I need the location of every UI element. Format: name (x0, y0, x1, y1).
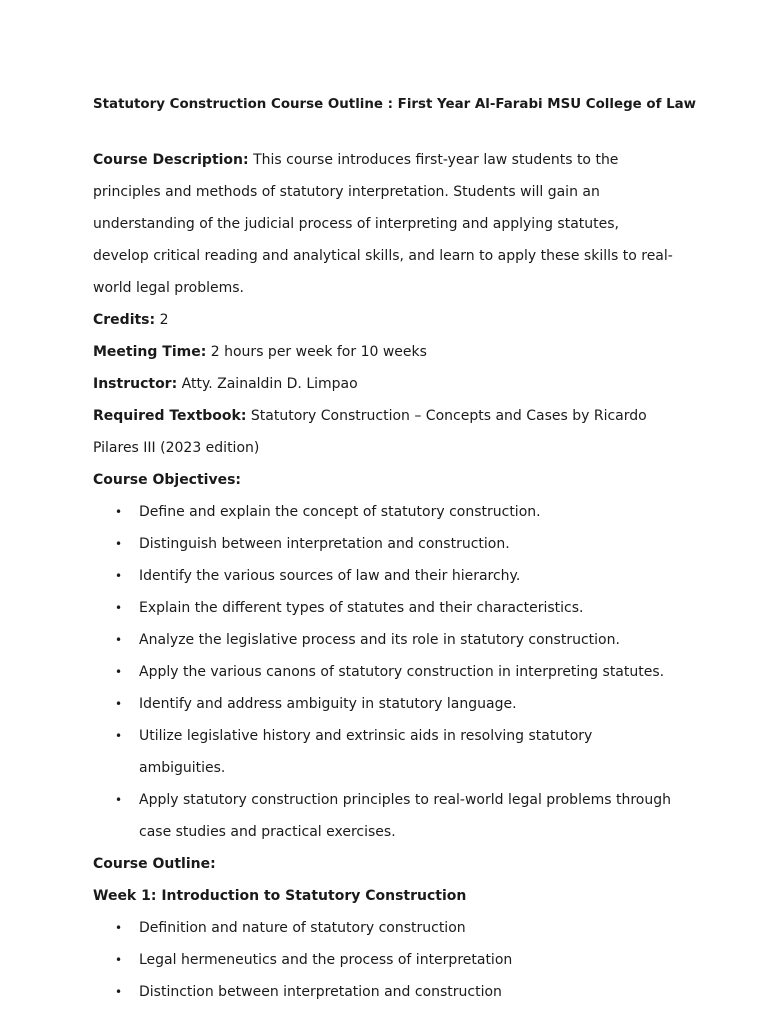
instructor-value: Atty. Zainaldin D. Limpao (181, 376, 358, 392)
week1-item-text: Distinction between interpretation and construction (139, 984, 502, 1000)
textbook-label: Required Textbook: (93, 408, 247, 424)
list-item (93, 528, 673, 560)
meeting-time-value: 2 hours per week for 10 weeks (210, 344, 427, 360)
document-title: Statutory Construction Course Outline : First Year Al-Farabi MSU College of Law (93, 97, 697, 112)
list-item (93, 656, 673, 688)
bullet-icon: • (115, 569, 123, 583)
list-item (93, 912, 673, 944)
instructor-label: Instructor: (93, 376, 178, 392)
objective-text: Apply statutory construction principles to real-world legal problems through case studies and practical exercises. (139, 792, 671, 840)
outline-heading: Course Outline: (93, 856, 216, 872)
bullet-icon: • (115, 537, 123, 551)
textbook-value: Statutory Construction – Concepts and Cases by Ricardo Pilares III (2023 edition) (93, 408, 647, 456)
course-description (93, 144, 673, 304)
course-description-label: Course Description: (93, 152, 249, 168)
objectives-heading: Course Objectives: (93, 472, 242, 488)
list-item (93, 560, 673, 592)
objective-text: Identify and address ambiguity in statutory language. (139, 696, 517, 712)
meeting-time-line (93, 336, 673, 368)
week1-heading: Week 1: Introduction to Statutory Construction (93, 888, 467, 904)
list-item (93, 688, 673, 720)
objective-text: Identify the various sources of law and their hierarchy. (139, 568, 521, 584)
objective-text: Analyze the legislative process and its role in statutory construction. (139, 632, 620, 648)
list-item (93, 496, 673, 528)
list-item (93, 784, 673, 848)
credits-label: Credits: (93, 312, 156, 328)
bullet-icon: • (115, 665, 123, 679)
document-page (93, 95, 697, 1008)
week1-item-text: Definition and nature of statutory construction (139, 920, 466, 936)
objective-text: Apply the various canons of statutory construction in interpreting statutes. (139, 664, 665, 680)
bullet-icon: • (115, 793, 123, 807)
objective-text: Distinguish between interpretation and construction. (139, 536, 510, 552)
bullet-icon: • (115, 697, 123, 711)
meeting-time-label: Meeting Time: (93, 344, 207, 360)
objective-text: Define and explain the concept of statutory construction. (139, 504, 541, 520)
objective-text: Explain the different types of statutes and their characteristics. (139, 600, 584, 616)
list-item (93, 720, 673, 784)
bullet-icon: • (115, 985, 123, 999)
credits-line (93, 304, 673, 336)
bullet-icon: • (115, 601, 123, 615)
instructor-line (93, 368, 673, 400)
course-description-text: This course introduces first-year law students to the principles and methods of statutory interpretation. Students will gain an understanding of the judicial process of interpreting and applying statutes, develop critical reading and analytical skills, and learn to apply these skills to real-world legal problems. (93, 152, 673, 296)
week1-list (93, 912, 673, 1008)
list-item (93, 944, 673, 976)
list-item (93, 624, 673, 656)
bullet-icon: • (115, 505, 123, 519)
bullet-icon: • (115, 729, 123, 743)
bullet-icon: • (115, 953, 123, 967)
bullet-icon: • (115, 633, 123, 647)
credits-value: 2 (159, 312, 169, 328)
week1-item-text: Legal hermeneutics and the process of interpretation (139, 952, 513, 968)
list-item (93, 976, 673, 1008)
objective-text: Utilize legislative history and extrinsic aids in resolving statutory ambiguities. (139, 728, 593, 776)
bullet-icon: • (115, 921, 123, 935)
list-item (93, 592, 673, 624)
textbook-line (93, 400, 673, 464)
objectives-list (93, 496, 673, 848)
